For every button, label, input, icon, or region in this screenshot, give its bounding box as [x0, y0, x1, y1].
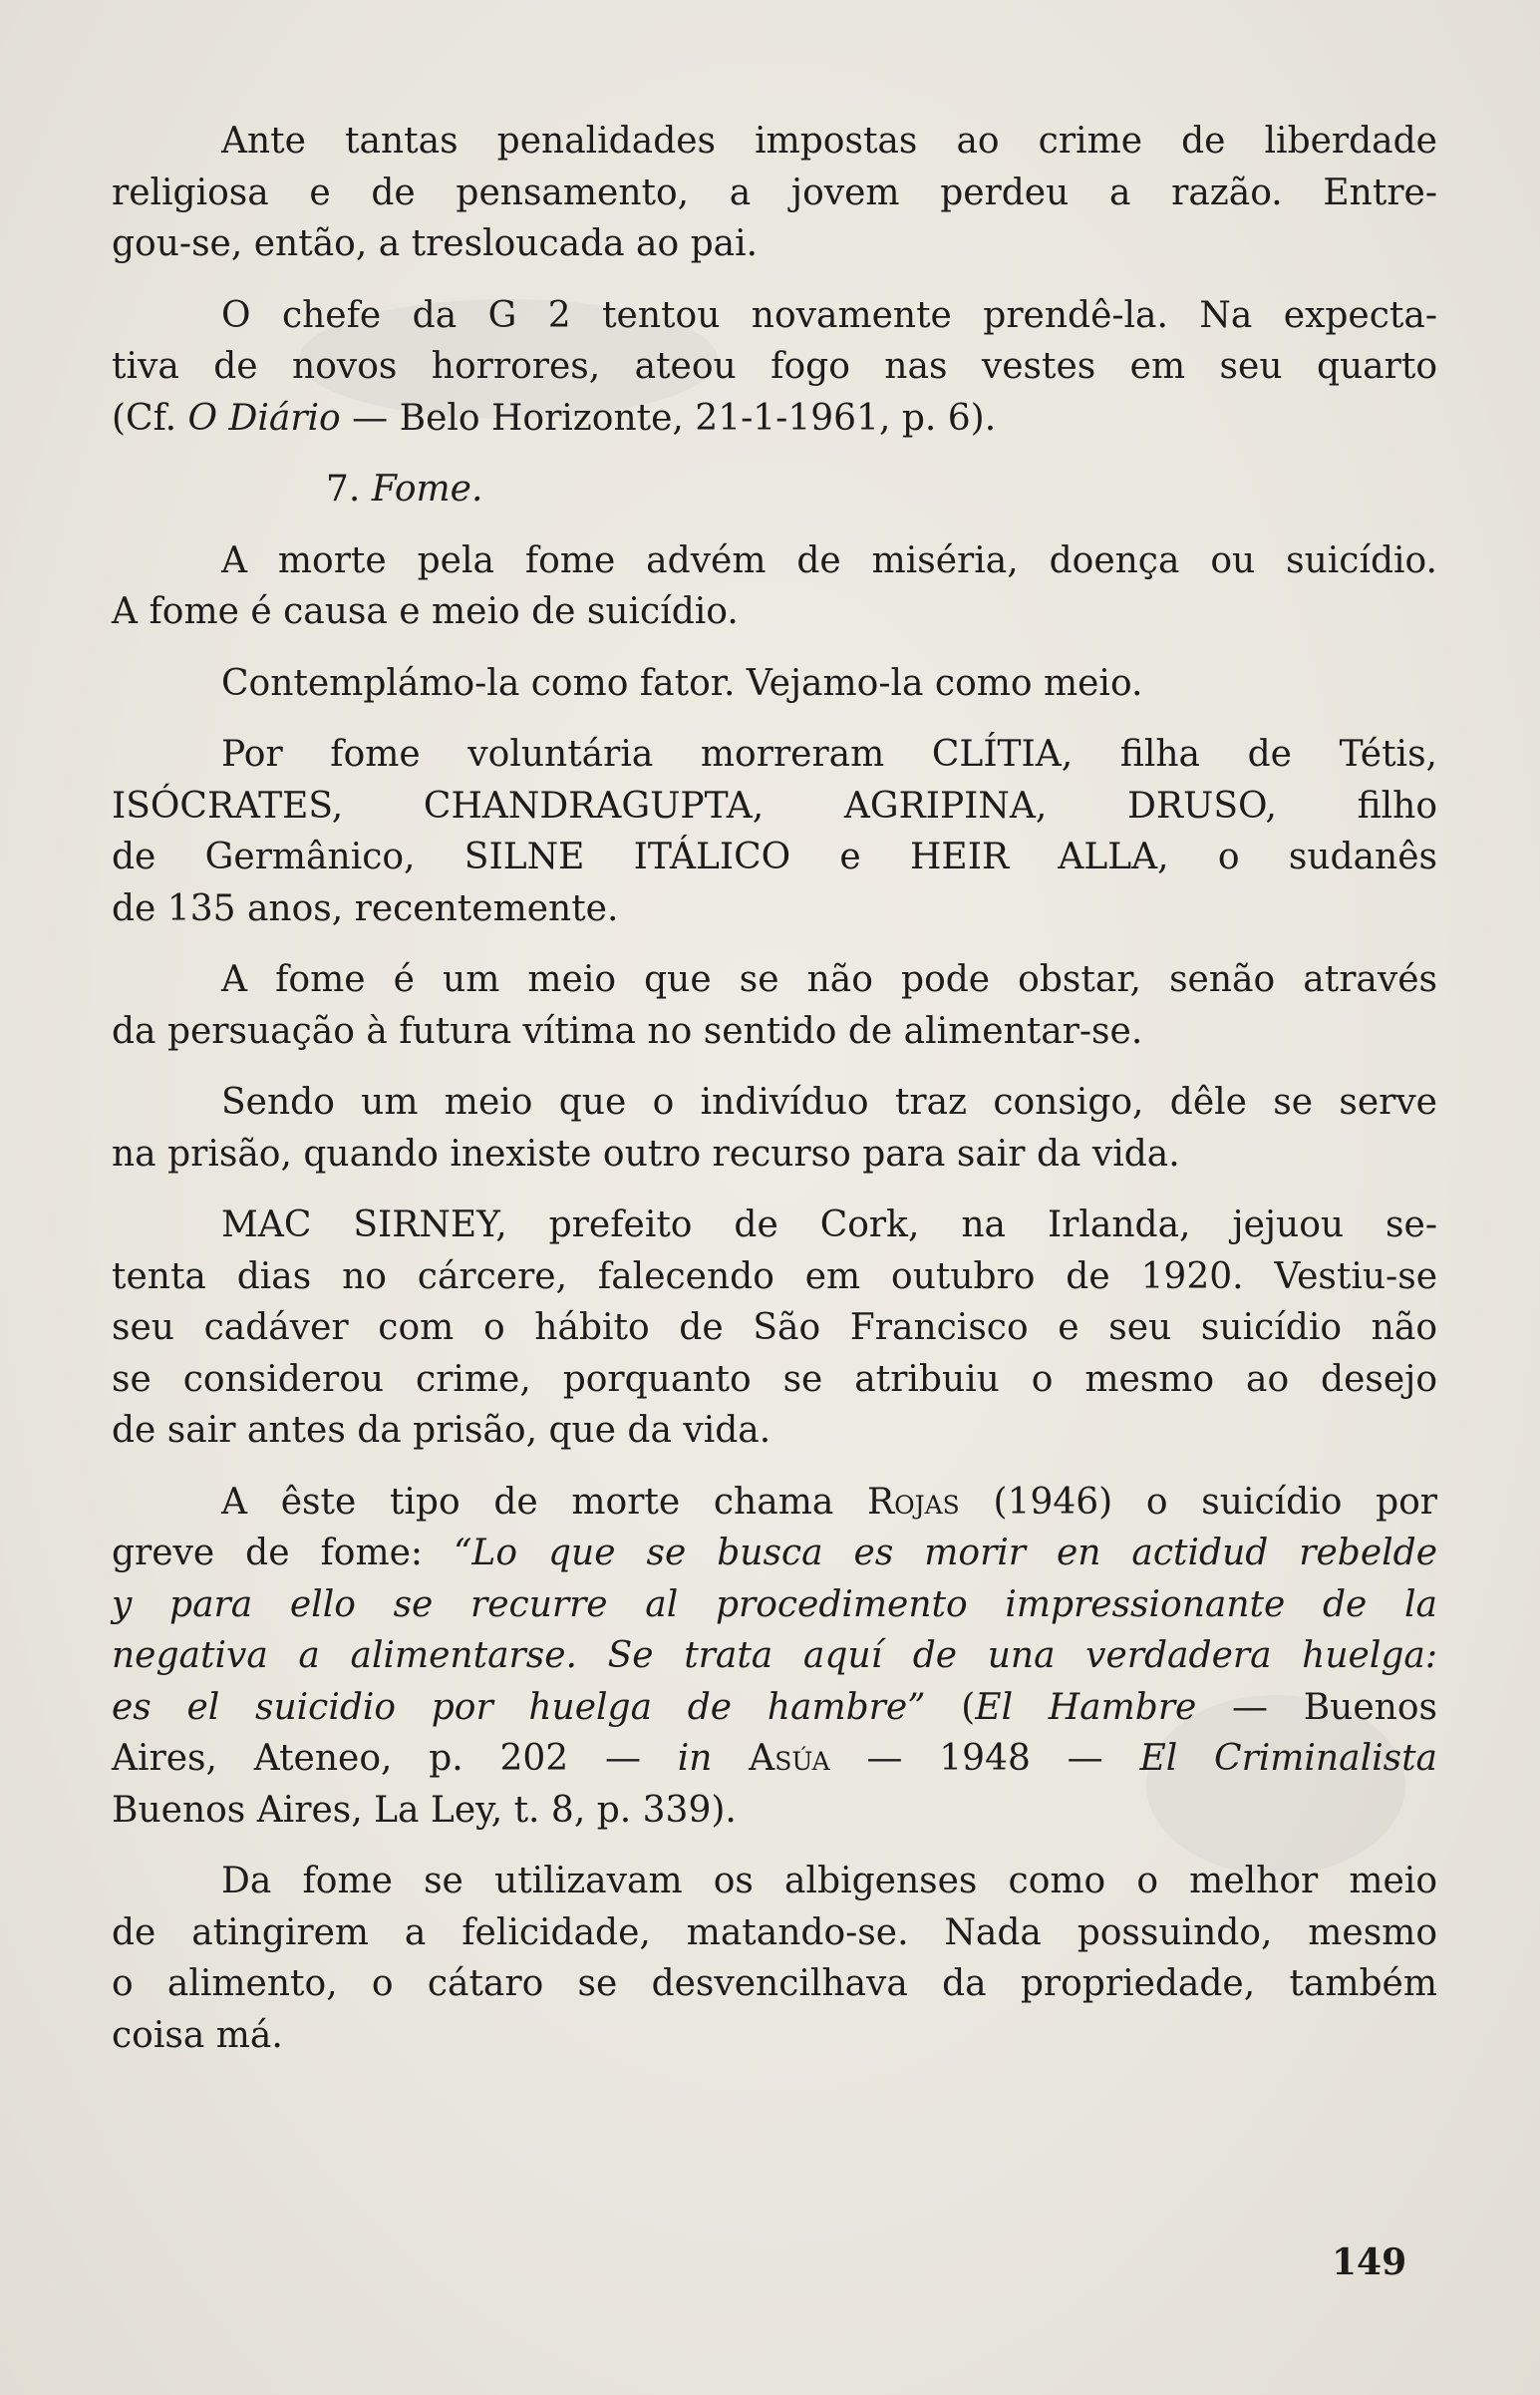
text-run-in: in — [677, 1738, 713, 1779]
text-line: da persuação à futura vítima no sentido de alimentar-se. — [112, 1010, 1143, 1052]
text-line: MAC SIRNEY, prefeito de Cork, na Irlanda, jejuou se- — [221, 1204, 1437, 1245]
text-line: seu cadáver com o hábito de São Francisco e seu suicídio não — [112, 1307, 1437, 1348]
section-number: 7. — [326, 469, 361, 510]
text-line: tenta dias no cárcere, falecendo em outubro de 1920. Vestiu-se — [112, 1255, 1437, 1297]
text-line: de sair antes da prisão, que da vida. — [112, 1410, 771, 1451]
author-name: Rojas — [867, 1481, 960, 1523]
paragraph — [112, 290, 1437, 445]
text-line — [112, 1682, 1437, 1734]
text-line — [112, 1733, 1437, 1785]
paragraph — [112, 729, 1437, 934]
text-line: religiosa e de pensamento, a jovem perdeu a razão. Entre- — [112, 171, 1437, 213]
paragraph — [112, 535, 1437, 638]
text-line: Sendo um meio que o indivíduo traz consigo, dêle se serve — [221, 1082, 1437, 1123]
text-line: de 135 anos, recentemente. — [112, 887, 619, 929]
text-line: O chefe da G 2 tentou novamente prendê-la. Na expecta- — [221, 294, 1437, 336]
book-title: El Criminalista — [1139, 1738, 1438, 1779]
paragraph — [112, 1856, 1437, 2061]
citation-line — [112, 393, 1437, 445]
text-line: ISÓCRATES, CHANDRAGUPTA, AGRIPINA, DRUSO, filho — [112, 785, 1437, 827]
quote-run: “Lo que se busca es morir en actidud rebelde — [454, 1533, 1438, 1573]
text-line: o alimento, o cátaro se desvencilhava da propriedade, também — [112, 1963, 1437, 2004]
text-line: Ante tantas penalidades impostas ao crime de liberdade — [221, 121, 1437, 162]
paragraph — [112, 1077, 1437, 1180]
quote-run: es el suicidio por huelga de hambre” — [112, 1686, 926, 1728]
paragraph — [112, 954, 1437, 1057]
text-line: na prisão, quando inexiste outro recurso para sair da vida. — [112, 1133, 1180, 1175]
text-run: A êste tipo de morte chama — [221, 1481, 867, 1523]
text-run: greve de fome: — [112, 1533, 455, 1573]
citation-prefix: (Cf. — [112, 397, 188, 439]
paragraph-rojas — [112, 1477, 1437, 1837]
text-line: Por fome voluntária morreram CLÍTIA, filha de Tétis, — [221, 734, 1437, 775]
paragraph — [112, 116, 1437, 270]
text-line: A fome é causa e meio de suicídio. — [112, 591, 739, 632]
text-run: — 1948 — — [829, 1738, 1140, 1779]
text-run: ( — [925, 1686, 976, 1728]
page-number: 149 — [1332, 2241, 1407, 2283]
text-line — [112, 1528, 1437, 1579]
text-line: Da fome se utilizavam os albigenses como o melhor meio — [221, 1861, 1437, 1901]
text-run: — Buenos — [1196, 1686, 1438, 1728]
section-heading — [112, 464, 1437, 515]
text-line: Buenos Aires, La Ley, t. 8, p. 339). — [112, 1789, 737, 1831]
paragraph — [112, 658, 1437, 710]
text-line — [112, 1477, 1437, 1529]
section-title: Fome. — [371, 469, 483, 510]
text-run — [712, 1738, 749, 1779]
text-line: de atingirem a felicidade, matando-se. Nada possuindo, mesmo — [112, 1911, 1437, 1953]
text-line: tiva de novos horrores, ateou fogo nas vestes em seu quarto — [112, 346, 1437, 387]
quote-line: y para ello se recurre al procedimento impressionante de la — [112, 1583, 1437, 1625]
book-title: El Hambre — [975, 1686, 1197, 1728]
text-line: Contemplámo-la como fator. Vejamo-la como meio. — [221, 662, 1143, 704]
text-line: coisa má. — [112, 2014, 283, 2056]
quote-line: negativa a alimentarse. Se trata aquí de una verdadera huelga: — [112, 1635, 1437, 1676]
text-run: Aires, Ateneo, p. 202 — — [112, 1738, 678, 1779]
body-text — [112, 116, 1437, 2081]
citation-title: O Diário — [187, 397, 341, 439]
text-line: A morte pela fome advém de miséria, doença ou suicídio. — [221, 539, 1437, 581]
text-line: gou-se, então, a tresloucada ao pai. — [112, 223, 759, 264]
text-line: A fome é um meio que se não pode obstar, senão através — [221, 959, 1437, 1000]
text-run: (1946) o suicídio por — [959, 1481, 1437, 1523]
paragraph — [112, 1199, 1437, 1457]
citation-rest: — Belo Horizonte, 21-1-1961, p. 6). — [340, 397, 997, 439]
text-line: de Germânico, SILNE ITÁLICO e HEIR ALLA, o sudanês — [112, 837, 1437, 877]
author-name: Asúa — [749, 1738, 830, 1779]
text-line: se considerou crime, porquanto se atribuiu o mesmo ao desejo — [112, 1358, 1437, 1400]
